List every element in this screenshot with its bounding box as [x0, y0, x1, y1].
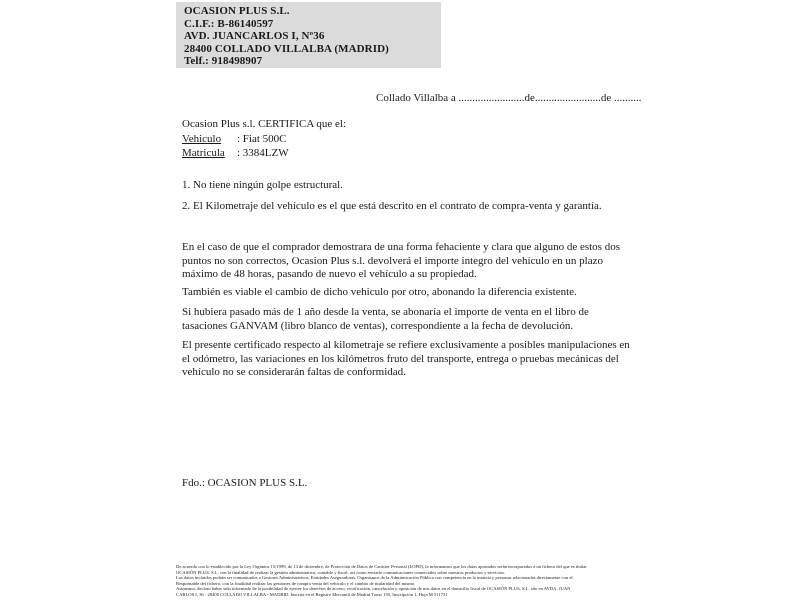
paragraph-ganvam: Si hubiera pasado más de 1 año desde la venta, se abonaría el importe de venta en el libro de tasaciones GANVAM (libro blanco de ventas), correspondiente a la fecha de devolución. [182, 306, 589, 332]
point-structural: 1. No tiene ningún golpe estructural. [182, 179, 343, 191]
paragraph-refund: En el caso de que el comprador demostrara de una forma fehaciente y clara que alguno de estos dos puntos no son correctos, Ocasion Plus s.l. devolverá el importe integro del vehículo en un plazo máximo de 48 horas, pasando de nuevo el vehículo a su propiedad. [182, 241, 620, 280]
legal-line: Los datos incluidos podrán ser comunicados a Gestores Administrativos, Entidades Aseguradoras, Organismos de la Administración Pública con competencia en la materia y personas relacionadas directamente con el [176, 575, 573, 581]
plate-label: Matricula [182, 147, 225, 159]
company-cif: C.I.F.: B-86140597 [184, 17, 274, 30]
vehicle-label: Vehiculo [182, 132, 222, 145]
company-name: OCASION PLUS S.L. [184, 5, 290, 17]
point-mileage: 2. El Kilometraje del vehículo es el que está descrito en el contrato de compra-venta y garantía. [182, 200, 602, 212]
company-address: AVD. JUANCARLOS I, Nº36 [184, 30, 325, 43]
vehicle-value: : Fiat 500C [237, 132, 287, 145]
date-line: Collado Villalba a ........................de........................de .......... [376, 92, 642, 104]
legal-line: De acuerdo con lo establecido por la Ley Orgánica 15/1999, de 13 de diciembre, de Protección de Datos de Carácter Personal (LOPD), le informamos que los datos aportados serán incorporados a un fichero del que es titular [176, 564, 587, 569]
legal-line: Responsable del fichero, con la finalidad realizar las gestiones de compra venta del vehículo y el cambio de titularidad del mismo. [176, 580, 416, 586]
legal-line: Asimismo, declaro haber sido informado de la posibilidad de ejercer los derechos de acceso, rectificación, cancelación y oposición de mis datos en el domicilio fiscal de OCASIÓN PLUS, S.L. sito en AVDA. JUAN [176, 586, 571, 592]
plate-value: : 3384LZW [237, 147, 289, 159]
vehicle-row [182, 132, 346, 147]
paragraph-odometer: El presente certificado respecto al kilometraje se refiere exclusivamente a posibles manipulaciones en el odómetro, las variaciones en los kilómetros fruto del transporte, entrega o pruebas mecánicas del vehículo no se considerarán faltas de conformidad. [182, 339, 630, 378]
company-phone: Telf.: 918498907 [184, 55, 263, 68]
legal-line: CARLOS I, 36 - 28400 COLLADO VILLALBA - MADRID. Inscrita en el Registro Mercantil de Madrid Tomo 150, Inscripción 1, Hoja M 511731 [176, 591, 448, 597]
legal-line: OCASIÓN PLUS, S.L. con la finalidad de realizar la gestión administrativa, contable y fiscal, así como enviarle comunicaciones comerciales sobre nuestros productos y servicios. [176, 569, 505, 575]
company-city: 28400 COLLADO VILLALBA (MADRID) [184, 42, 389, 55]
legal-fine-print [176, 564, 646, 598]
signature-line: Fdo.: OCASION PLUS S.L. [182, 477, 308, 489]
plate-row [182, 146, 346, 161]
paragraph-exchange: También es viable el cambio de dicho vehiculo por otro, abonando la diferencia existente. [182, 286, 577, 298]
certify-intro: Ocasion Plus s.l. CERTIFICA que el: [182, 118, 347, 130]
certify-block [182, 117, 346, 161]
company-header-box [176, 2, 441, 68]
